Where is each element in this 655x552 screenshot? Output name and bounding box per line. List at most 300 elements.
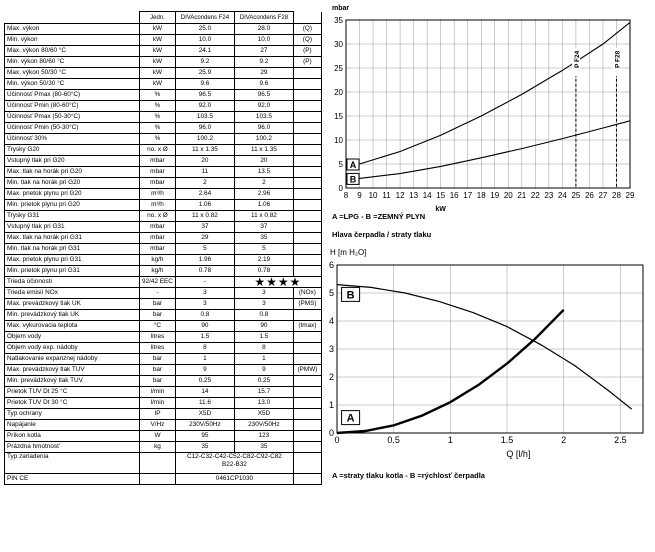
- type-label: Typ zariadenia: [5, 453, 140, 474]
- row-value-f28: 96.5: [234, 90, 293, 101]
- row-value-f24: 11 x 1.35: [175, 145, 234, 156]
- row-note: (P): [293, 46, 321, 57]
- row-note: [293, 354, 321, 365]
- row-value-f28: 90: [234, 321, 293, 332]
- table-row: [5, 398, 322, 409]
- row-note: [293, 68, 321, 79]
- row-label: Min. prevádzkový tlak UK: [5, 310, 140, 321]
- row-unit: no. x Ø: [140, 145, 176, 156]
- series-tag-a: A: [346, 412, 355, 425]
- row-value-f28: 5: [234, 244, 293, 255]
- row-note: [293, 442, 321, 453]
- row-label: Min. prietok plynu pri G31: [5, 266, 140, 277]
- row-unit: %: [140, 134, 176, 145]
- row-value-f24: 103.5: [175, 112, 234, 123]
- row-value-f28: 3: [234, 299, 293, 310]
- table-row: [5, 442, 322, 453]
- y-tick-label: 6: [328, 260, 334, 270]
- row-unit: m³/h: [140, 200, 176, 211]
- row-note: [293, 222, 321, 233]
- header-unit: Jedn.: [140, 12, 176, 24]
- y-axis-label: mbar: [332, 5, 350, 12]
- row-label: Typ ochrany: [5, 409, 140, 420]
- y-tick-label: 20: [334, 88, 343, 97]
- y-tick-label: 15: [334, 112, 343, 121]
- row-label: Max. tlak na horák pri G31: [5, 233, 140, 244]
- table-row: [5, 288, 322, 299]
- table-header-row: [5, 12, 322, 24]
- row-value-f28: 1.06: [234, 200, 293, 211]
- row-unit: mbar: [140, 222, 176, 233]
- row-label: Prietok TUV Dt 25 °C: [5, 387, 140, 398]
- row-note: [293, 211, 321, 222]
- row-value-f24: 92.0: [175, 101, 234, 112]
- row-note: [293, 310, 321, 321]
- table-row-pin: [5, 474, 322, 485]
- row-value-f28: 0.78: [234, 266, 293, 277]
- x-tick-label: 1.5: [500, 435, 514, 445]
- row-note: [293, 178, 321, 189]
- y-tick-label: 3: [328, 344, 334, 354]
- row-unit: litres: [140, 332, 176, 343]
- row-value-f28: 2.19: [234, 255, 293, 266]
- row-value-f28: 123: [234, 431, 293, 442]
- row-unit: litres: [140, 343, 176, 354]
- table-row: [5, 244, 322, 255]
- table-row: [5, 233, 322, 244]
- row-value-f28: 2.96: [234, 189, 293, 200]
- x-tick-label: 13: [409, 191, 419, 200]
- row-unit: m³/h: [140, 189, 176, 200]
- row-note: [293, 79, 321, 90]
- table-row: [5, 79, 322, 90]
- table-row: [5, 343, 322, 354]
- row-value-f24: 35: [175, 442, 234, 453]
- y-tick-label: 10: [334, 136, 343, 145]
- x-tick-label: 10: [368, 191, 378, 200]
- y-tick-label: 25: [334, 64, 343, 73]
- table-row: [5, 299, 322, 310]
- x-tick-label: 19: [490, 191, 500, 200]
- header-model-f28: DIVAcondens F28: [234, 12, 293, 24]
- table-row: [5, 123, 322, 134]
- row-value-f24: 29: [175, 233, 234, 244]
- row-label: Min. výkon 80/60 °C: [5, 57, 140, 68]
- row-value-f28: 0.8: [234, 310, 293, 321]
- table-row: [5, 24, 322, 35]
- type-line-1: C12-C32-C42-C52-C82-C92-C82: [187, 453, 282, 460]
- row-label: Objem vody: [5, 332, 140, 343]
- row-label: Min. tlak na horák pri G31: [5, 244, 140, 255]
- x-tick-label: 23: [544, 191, 554, 200]
- row-unit: bar: [140, 354, 176, 365]
- row-note: [293, 200, 321, 211]
- row-value-f24: 14: [175, 387, 234, 398]
- row-unit: mbar: [140, 156, 176, 167]
- y-tick-label: 4: [328, 316, 334, 326]
- type-value: [175, 453, 293, 474]
- row-value-f28: 1: [234, 354, 293, 365]
- row-label: Min. prevádzkový tlak TUV: [5, 376, 140, 387]
- row-unit: kW: [140, 35, 176, 46]
- x-tick-label: 0.5: [387, 435, 400, 445]
- table-row: [5, 46, 322, 57]
- pin-note-empty: [293, 474, 321, 485]
- type-line-2: B22-B32: [221, 461, 247, 468]
- table-row: [5, 266, 322, 277]
- row-note: [293, 167, 321, 178]
- row-note: [293, 244, 321, 255]
- row-note: (tmax): [293, 321, 321, 332]
- row-value-f28: 2: [234, 178, 293, 189]
- row-label: Prietok TUV Dt 30 °C: [5, 398, 140, 409]
- row-note: [293, 101, 321, 112]
- pin-label: PIN CE: [5, 474, 140, 485]
- y-tick-label: 35: [334, 16, 343, 25]
- table-row: [5, 145, 322, 156]
- row-note: [293, 90, 321, 101]
- row-value-f28: 28.0: [234, 24, 293, 35]
- row-value-f24: 24.1: [175, 46, 234, 57]
- chart2-title: Hlava čerpadla / straty tlaku: [332, 230, 432, 239]
- row-value-f24: 5: [175, 244, 234, 255]
- row-unit: IP: [140, 409, 176, 420]
- table-row: [5, 134, 322, 145]
- header-note: [293, 12, 321, 24]
- row-value-f28: 103.5: [234, 112, 293, 123]
- y-tick-label: 30: [334, 40, 343, 49]
- row-unit: V/Hz: [140, 420, 176, 431]
- row-label: Max. výkon 50/30 °C: [5, 68, 140, 79]
- x-tick-label: 11: [382, 191, 391, 200]
- y-tick-label: 0: [338, 184, 343, 193]
- row-value-f24: 96.0: [175, 123, 234, 134]
- row-note: [293, 376, 321, 387]
- row-value-f24: 95: [175, 431, 234, 442]
- row-label: Max. výkon 80/60 °C: [5, 46, 140, 57]
- row-value-f24: 9: [175, 365, 234, 376]
- row-label: Max. vykurovacia teplota: [5, 321, 140, 332]
- row-label: Účinnosť Pmax (50-30°C): [5, 112, 140, 123]
- row-value-f28: 3: [234, 288, 293, 299]
- row-value-f24: 0.8: [175, 310, 234, 321]
- pin-value: 0461CP1030: [175, 474, 293, 485]
- table-row: [5, 310, 322, 321]
- chart2-legend: A =straty tlaku kotla - B =rýchlosť čerpadla: [332, 471, 485, 480]
- x-tick-label: 18: [476, 191, 486, 200]
- row-value-f28: 13.0: [234, 398, 293, 409]
- table-row: [5, 200, 322, 211]
- row-value-f24: 10.0: [175, 35, 234, 46]
- table-row: [5, 156, 322, 167]
- row-unit: %: [140, 101, 176, 112]
- row-label: Vstupný tlak pri G20: [5, 156, 140, 167]
- row-value-f28: 35: [234, 442, 293, 453]
- row-value-f28: 27: [234, 46, 293, 57]
- row-value-f24: 11: [175, 167, 234, 178]
- pump-chart: [328, 243, 653, 468]
- row-unit: bar: [140, 376, 176, 387]
- y-tick-label: 0: [328, 428, 334, 438]
- row-value-f28: 96.0: [234, 123, 293, 134]
- row-value-f24: 1.06: [175, 200, 234, 211]
- row-note: (P): [293, 57, 321, 68]
- table-row: [5, 321, 322, 332]
- y-tick-label: 2: [328, 372, 334, 382]
- row-unit: kW: [140, 24, 176, 35]
- row-value-f24: 11.6: [175, 398, 234, 409]
- x-tick-label: 27: [598, 191, 608, 200]
- x-tick-label: 2: [561, 435, 567, 445]
- row-note: [293, 156, 321, 167]
- row-unit: kW: [140, 79, 176, 90]
- row-value-f24: 0.25: [175, 376, 234, 387]
- row-unit: kW: [140, 57, 176, 68]
- row-value-f24: 20: [175, 156, 234, 167]
- spec-table-body: [5, 12, 322, 485]
- row-label: Max. tlak na horák pri G20: [5, 167, 140, 178]
- table-row: [5, 376, 322, 387]
- x-tick-label: 16: [449, 191, 459, 200]
- row-value-f28: 29: [234, 68, 293, 79]
- row-note: [293, 409, 321, 420]
- x-axis-label: Q [l/h]: [506, 449, 531, 459]
- row-unit: bar: [140, 299, 176, 310]
- row-label: Min. výkon 50/30 °C: [5, 79, 140, 90]
- row-value-f24: 37: [175, 222, 234, 233]
- series-tag-b: B: [346, 289, 355, 302]
- row-note: [293, 266, 321, 277]
- row-value-f24: -: [175, 277, 234, 288]
- row-label: Príkon kotla: [5, 431, 140, 442]
- row-note: (Q): [293, 35, 321, 46]
- row-value-f24: 3: [175, 299, 234, 310]
- table-row: [5, 420, 322, 431]
- pin-unit-empty: [140, 474, 176, 485]
- table-row: [5, 365, 322, 376]
- row-value-f28: 1.5: [234, 332, 293, 343]
- row-label: Max. prevádzkový tlak UK: [5, 299, 140, 310]
- x-tick-label: 15: [436, 191, 446, 200]
- row-value-f24: 2.64: [175, 189, 234, 200]
- row-label: Max. prevádzkový tlak TUV: [5, 365, 140, 376]
- x-tick-label: 21: [517, 191, 527, 200]
- row-unit: %: [140, 123, 176, 134]
- type-note-empty: [293, 453, 321, 474]
- row-unit: mbar: [140, 178, 176, 189]
- row-unit: kg/h: [140, 255, 176, 266]
- x-tick-label: 20: [503, 191, 513, 200]
- x-tick-label: 24: [557, 191, 567, 200]
- row-value-f28: 37: [234, 222, 293, 233]
- row-value-f28: 13.5: [234, 167, 293, 178]
- row-label: Prázdna hmotnosť: [5, 442, 140, 453]
- row-value-f24: 100.2: [175, 134, 234, 145]
- row-value-f28: 9.2: [234, 57, 293, 68]
- row-value-f28: 20: [234, 156, 293, 167]
- row-value-f24: 9.6: [175, 79, 234, 90]
- row-note: [293, 387, 321, 398]
- row-label: Natlakovanie expanznej nádoby: [5, 354, 140, 365]
- row-unit: 92/42 EEC: [140, 277, 176, 288]
- x-tick-label: 0: [334, 435, 340, 445]
- row-value-f24: 1: [175, 354, 234, 365]
- type-unit-empty: [140, 453, 176, 474]
- x-tick-label: 17: [463, 191, 473, 200]
- row-note: [293, 332, 321, 343]
- row-unit: kW: [140, 46, 176, 57]
- table-row: [5, 387, 322, 398]
- row-unit: W: [140, 431, 176, 442]
- x-tick-label: 9: [357, 191, 362, 200]
- row-value-f24: 3: [175, 288, 234, 299]
- row-value-f24: X5D: [175, 409, 234, 420]
- x-tick-label: 8: [343, 191, 349, 200]
- row-value-f24: 0.78: [175, 266, 234, 277]
- plot-frame: [346, 20, 630, 188]
- row-label: Účinnosť Pmin (80-60°C): [5, 101, 140, 112]
- header-model-f24: DIVAcondens F24: [175, 12, 234, 24]
- table-row: [5, 354, 322, 365]
- row-note: [293, 123, 321, 134]
- header-blank: [5, 12, 140, 24]
- pressure-chart: [330, 0, 650, 212]
- x-tick-label: 29: [625, 191, 635, 200]
- row-label: Napájanie: [5, 420, 140, 431]
- row-value-f28: X5D: [234, 409, 293, 420]
- row-note: [293, 233, 321, 244]
- row-label: Min. tlak na horák pri G20: [5, 178, 140, 189]
- table-row: [5, 409, 322, 420]
- table-row: [5, 167, 322, 178]
- table-row: [5, 332, 322, 343]
- row-note: [293, 343, 321, 354]
- row-value-f24: 8: [175, 343, 234, 354]
- row-unit: %: [140, 112, 176, 123]
- row-label: Trieda účinnosti: [5, 277, 140, 288]
- row-value-f24: 230V/50Hz: [175, 420, 234, 431]
- row-unit: kg: [140, 442, 176, 453]
- row-unit: kg/h: [140, 266, 176, 277]
- row-note: [293, 189, 321, 200]
- row-label: Objem vody exp. nádoby: [5, 343, 140, 354]
- row-note: (PMW): [293, 365, 321, 376]
- row-note: (PMS): [293, 299, 321, 310]
- row-note: [293, 398, 321, 409]
- row-note: (Q): [293, 24, 321, 35]
- row-value-f24: 9.2: [175, 57, 234, 68]
- row-note: (NOx): [293, 288, 321, 299]
- row-label: Max. prietok plynu pri G31: [5, 255, 140, 266]
- series-line-b: [337, 285, 632, 410]
- x-tick-label: 22: [530, 191, 540, 200]
- row-value-f24: 90: [175, 321, 234, 332]
- x-tick-label: 25: [571, 191, 581, 200]
- x-tick-label: 1: [447, 435, 453, 445]
- x-tick-label: 26: [584, 191, 594, 200]
- row-value-f28: 11 x 1.35: [234, 145, 293, 156]
- row-label: Trysky G31: [5, 211, 140, 222]
- row-label: Vstupný tlak pri G31: [5, 222, 140, 233]
- table-row: [5, 90, 322, 101]
- row-unit: mbar: [140, 167, 176, 178]
- row-unit: -: [140, 288, 176, 299]
- row-value-f24: 25.0: [175, 24, 234, 35]
- row-unit: no. x Ø: [140, 211, 176, 222]
- y-tick-label: 5: [328, 288, 334, 298]
- row-value-f24: 25.9: [175, 68, 234, 79]
- row-unit: %: [140, 90, 176, 101]
- row-value-f28: 15.7: [234, 387, 293, 398]
- x-tick-label: 2.5: [614, 435, 627, 445]
- row-value-f28: 9: [234, 365, 293, 376]
- marker-label: P F24: [573, 50, 581, 68]
- row-unit: bar: [140, 365, 176, 376]
- row-note: [293, 431, 321, 442]
- x-axis-label: kW: [435, 206, 446, 212]
- row-label: Trysky G20: [5, 145, 140, 156]
- spec-table: [4, 11, 322, 485]
- row-unit: mbar: [140, 233, 176, 244]
- row-unit: l/min: [140, 387, 176, 398]
- chart1-legend: A =LPG - B =ZEMNÝ PLYN: [332, 212, 426, 221]
- table-row: [5, 255, 322, 266]
- row-value-f24: 2: [175, 178, 234, 189]
- row-value-f28: 100.2: [234, 134, 293, 145]
- x-tick-label: 14: [422, 191, 432, 200]
- marker-label: P F28: [614, 50, 622, 68]
- row-value-f28: 92.0: [234, 101, 293, 112]
- row-value-f24: 11 x 0.82: [175, 211, 234, 222]
- row-label: Max. výkon: [5, 24, 140, 35]
- row-label: Max. prietok plynu pri G20: [5, 189, 140, 200]
- row-label: Trieda emisií NOx: [5, 288, 140, 299]
- row-note: [293, 134, 321, 145]
- row-value-f28: 9.6: [234, 79, 293, 90]
- row-label: Min. výkon: [5, 35, 140, 46]
- row-value-f28: 10.0: [234, 35, 293, 46]
- y-axis-label: H [m H₂O]: [330, 248, 367, 257]
- row-note: [293, 112, 321, 123]
- row-note: [293, 255, 321, 266]
- x-tick-label: 28: [612, 191, 621, 200]
- y-tick-label: 1: [328, 400, 334, 410]
- table-row: [5, 68, 322, 79]
- series-tag-b: B: [349, 174, 357, 185]
- row-unit: l/min: [140, 398, 176, 409]
- table-row: [5, 431, 322, 442]
- table-row: [5, 222, 322, 233]
- row-note: [293, 145, 321, 156]
- row-unit: bar: [140, 310, 176, 321]
- row-value-f24: 96.5: [175, 90, 234, 101]
- table-row-type: [5, 453, 322, 474]
- table-row: [5, 112, 322, 123]
- row-value-f24: 1.96: [175, 255, 234, 266]
- row-value-f28: 0.25: [234, 376, 293, 387]
- row-unit: °C: [140, 321, 176, 332]
- table-row: [5, 101, 322, 112]
- series-tag-a: A: [349, 160, 357, 170]
- table-row: [5, 211, 322, 222]
- row-label: Účinnosť 30%: [5, 134, 140, 145]
- row-value-f28: 8: [234, 343, 293, 354]
- row-value-f28: 230V/50Hz: [234, 420, 293, 431]
- row-unit: mbar: [140, 244, 176, 255]
- row-note: [293, 420, 321, 431]
- row-label: Účinnosť Pmin (50-30°C): [5, 123, 140, 134]
- row-value-f28: 35: [234, 233, 293, 244]
